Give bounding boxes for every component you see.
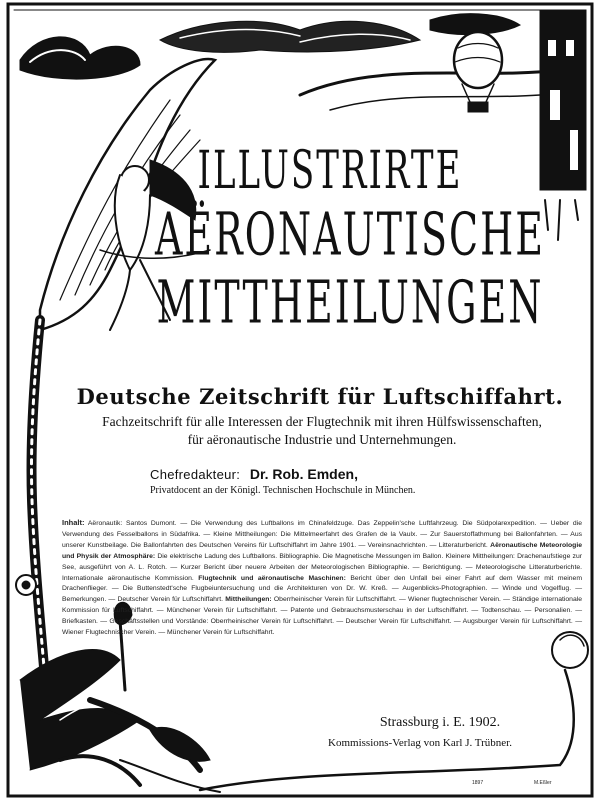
imprint-place: Strassburg i. E. 1902. (379, 715, 501, 730)
signature-artist: M.Eßler (534, 780, 552, 786)
imprint-publisher: Kommissions-Verlag von Karl J. Trübner. (328, 737, 512, 749)
description-line-1: Fachzeitschrift für alle Interessen der Flugtechnik mit ihren Hülfswissenschaften, (102, 414, 542, 429)
contents-section-3-label: Mittheilungen: (225, 596, 272, 604)
subtitle: Deutsche Zeitschrift für Luftschiffahrt. (76, 384, 564, 409)
table-of-contents (62, 518, 582, 639)
editor-name: Dr. Rob. Emden, (249, 466, 358, 482)
editor-position: Privatdocent an der Königl. Technischen Hochschule in München. (150, 485, 416, 496)
contents-section-2-text: Bericht über den Unfall bei einer Fahrt auf dem Wasser mit meinem Drachenflieger. — Die Buttenstedt'sche Flugbeiuntersuchung und die Architekturen von Dr. W. Kreß. — Augenblicks-Photographien. — Winde und Vogelflug. — Bemerkungen. — Deutscher Verein für Luftschiffahrt. (62, 574, 582, 604)
hot-air-balloon-icon (454, 32, 502, 112)
editor-label: Chefredakteur: (150, 467, 241, 482)
bottom-swirl (120, 632, 588, 792)
title-line-2: AËRONAUTISCHE (154, 200, 545, 269)
title-line-1: ILLUSTRIRTE (197, 140, 463, 202)
contents-section-1-text: Die elektrische Ladung des Luftballons. Bibliographie. Die Magnetische Messungen im Ballon. Kleinere Mittheilungen: Drachenaufstiege zur See, ausgeführt von A. L. Rotch. — Kurzer Bericht über neuere Arbeiten der Meteorologischen Bibliographie. — Berichtigung. — Meteorologische Litteraturberichte. Internationale aëronautische Kommission. (62, 552, 582, 582)
contents-section-3-text: Oberrheinischer Verein für Luftschiffahrt. — Wiener flugtechnischer Verein. — Ständige internationale Kommission für Luftschiffahrt. — Münchener Verein für Luftschiffahrt. — Patente und Gebrauchsmusterschau in der Luftschiffahrt. — Todtenschau. — Personalien. — Briefkasten. — Geschäftsstellen und Vorstände: Oberrheinischer Verein für Luftschiffahrt. — Deutscher Verein für Luftschiffahrt. — Augsburger Verein für Luftschiffahrt. — Wiener Flugtechnischer Verein. — Münchener Verein für Luftschiffahrt. (62, 596, 583, 637)
contents-intro: Aëronautik: Santos Dumont. — Die Verwendung des Luftballons im Chinafeldzuge. Das Zeppelin'sche Luftfahrzeug. Die Südpolarexpedition. — Ueber die Verwendung des Fesselballons in Südafrika. — Kleine Mittheilungen: Die Mittelmeerfahrt des Grafen de la Vaulx. — Zur Sauerstoffathmung bei Ballonfahrten. — Aus unserer Kunstbeilage. Die Ballonfahrten des Deutschen Vereins für Luftschiffahrt im Jahre 1901. — Vereinsnachrichten. — Litteraturbericht. (62, 520, 583, 549)
signature-year: 1897 (472, 780, 484, 786)
contents-section-1-label: Aëronautische Meteorologie und Physik der Atmosphäre: (62, 541, 582, 560)
contents-section-2-label: Flugtechnik und aëronautische Maschinen: (198, 574, 346, 582)
description-line-2: für aëronautische Industrie und Unternehmungen. (187, 432, 457, 447)
left-border-vine (16, 320, 46, 690)
editor-line (150, 466, 550, 482)
contents-label: Inhalt: (62, 518, 85, 527)
title-line-3: MITTHEILUNGEN (156, 268, 544, 337)
